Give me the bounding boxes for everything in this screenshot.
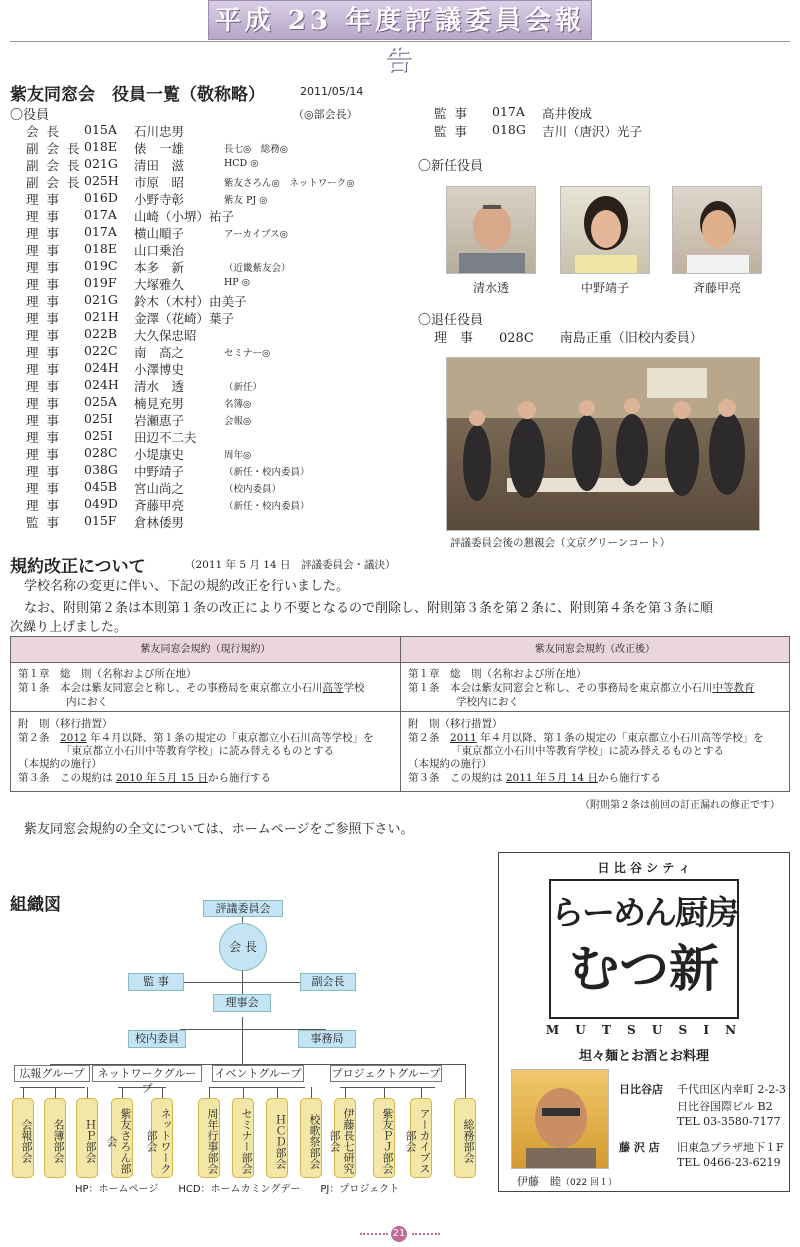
text: 伊藤 睦 [517,1175,561,1188]
officer-role: 理事 [26,396,68,411]
officer-note: （新任・校内委員） [224,501,310,512]
table-footnote: （附則第２条は前回の訂正漏れの修正です） [580,800,780,811]
old-enforcement: （本規約の施行） [18,758,102,770]
new-supplement: 附 則（移行措置） [408,718,503,730]
org-unit: 校歌祭部会 [300,1098,322,1178]
connector [277,1087,278,1098]
new-chapter: 第１章 総 則（名称および所在地） [408,668,587,680]
shop1-tel: TEL 03-3580-7177 [677,1115,781,1128]
old-article-1 [18,682,365,696]
officer-role: 副会長 [26,141,88,156]
connector [87,1087,88,1098]
officer-name: 小野寺彰 [134,192,185,207]
ad-logo [549,879,739,1019]
officer-role: 理事 [26,277,68,292]
officer-name: 横山順子 [134,226,185,241]
org-unit: 紫友さろん部会 [111,1098,133,1178]
rules-paragraph-2b: 次繰り上げました。 [10,620,128,635]
new-article-1-cont: 学校内におく [456,696,519,708]
old-chapter: 第１章 総 則（名称および所在地） [18,668,197,680]
officer-note: （新任・校内委員） [224,467,310,478]
officer-name: 金澤（花崎）葉子 [134,311,235,326]
school-committee-box: 校内委員 [128,1030,186,1048]
table-header-new: 紫友同窓会規約（改正後） [401,637,789,663]
auditor-code: 018G [492,122,526,137]
officer-role: 理事 [26,362,68,377]
officer-role: 理事 [26,311,68,326]
connector [122,1087,123,1098]
officer-code: 015A [84,122,117,137]
connector [421,1087,422,1098]
officer-note: 名簿◎ [224,399,252,410]
logo-line-2: むつ新 [569,939,719,998]
officer-role: 理事 [26,447,68,462]
text: 第３条 この規約は [408,772,506,784]
portrait-saito [672,186,762,274]
officer-note: （新任） [224,382,263,393]
changed-text: 2011 年５月 14 日 [505,772,598,784]
officer-role: 理事 [26,209,68,224]
officer-code: 022C [84,343,118,358]
new-member-name: 斉藤甲亮 [692,281,741,295]
changed-text: 2012 [60,732,87,744]
auditor-name: 吉川（唐沢）光子 [542,124,643,139]
officer-code: 019C [84,258,118,273]
officer-name: 楠見充男 [134,396,185,411]
officer-role: 理事 [26,294,68,309]
retired-officers-label: 〇退任役員 [418,313,484,328]
new-officers-label: 〇新任役員 [418,159,484,174]
homepage-note: 紫友同窓会規約の全文については、ホームページをご参照下さい。 [24,822,414,837]
officer-role: 会長 [26,124,68,139]
shop2-tel: TEL 0466-23-6219 [677,1156,781,1169]
text: 年４月以降、第１条の規定の「東京都立小石川高等学校」を [86,732,374,744]
officer-note: HP ◎ [224,277,250,288]
old-article-1-cont: 内におく [66,696,108,708]
officer-name: 倉林倭男 [134,515,185,530]
officer-name: 山崎（小堺）祐子 [134,209,235,224]
changed-text: 高等 [322,682,344,694]
officers-legend: （◎部会長） [293,108,358,121]
officer-code: 025H [84,173,119,188]
group-project: プロジェクトグループ [331,1067,441,1080]
officer-code: 021G [84,156,118,171]
table-row-divider [11,711,789,712]
officer-role: 理事 [26,430,68,445]
ad-romaji: M U T S U S I N [545,1023,743,1037]
officer-code: 024H [84,360,119,375]
officer-code: 021G [84,292,118,307]
org-unit: 会報部会 [12,1098,34,1178]
table-header-old: 紫友同窓会規約（現行規約） [11,637,400,663]
shop2-address: 旧東急プラザ地下１F [677,1141,784,1154]
officer-code: 024H [84,377,119,392]
party-photo [446,357,760,531]
advertisement [498,852,790,1192]
new-member-name: 清水透 [472,281,509,295]
officer-name: 清田 滋 [134,158,185,173]
auditor-box: 監 事 [128,973,184,991]
officer-code: 018E [84,241,117,256]
officer-role: 理事 [26,260,68,275]
org-unit: セミナー部会 [232,1098,254,1178]
officer-note: 周年◎ [224,450,252,461]
connector [345,1087,346,1098]
org-unit: アーカイブス部会 [410,1098,432,1178]
page-title: 平成 23 年度評議委員会報告 [208,0,592,40]
portrait-shimizu [446,186,536,274]
officer-name: 大久保忠昭 [134,328,197,343]
shop1-address: 千代田区内幸町 2-2-3 [677,1083,786,1096]
officer-note: 紫友さろん◎ ネットワーク◎ [224,178,355,189]
officer-role: 理事 [26,464,68,479]
officer-role: 理事 [26,481,68,496]
auditor-code: 017A [492,104,525,119]
rules-paragraph-1: 学校名称の変更に伴い、下記の規約改正を行いました。 [24,579,350,594]
officer-code: 038G [84,462,118,477]
retired-officer: 理 事 028C 南島正重（旧校内委員） [434,331,703,346]
org-unit: 伊藤長七研究部会 [334,1098,356,1178]
text: 第１条 本会は紫友同窓会と称し、その事務局を東京都立小石川 [408,682,713,694]
officer-code: 015F [84,513,117,528]
connector [23,1087,24,1098]
party-photo-caption: 評議委員会後の懇親会（文京グリーンコート） [450,537,671,549]
connector [311,1087,312,1098]
officer-code: 045B [84,479,118,494]
officer-code: 049D [84,496,118,511]
officer-name: 田辺不二夫 [134,430,197,445]
officer-name: 斉藤甲亮 [134,498,185,513]
officer-role: 理事 [26,498,68,513]
officer-role: 副会長 [26,158,88,173]
owner-name [517,1173,617,1189]
officer-name: 山口乗治 [134,243,185,258]
owner-photo [511,1069,609,1169]
officer-note: 長七◎ 総務◎ [224,144,289,155]
group-pr: 広報グループ [14,1065,90,1082]
text: 第２条 [18,732,60,744]
org-unit: 周年行事部会 [198,1098,220,1178]
connector [243,1087,244,1098]
text: から施行する [207,772,271,784]
officer-name: 鈴木（木村）由美子 [134,294,247,309]
text: 第２条 [408,732,450,744]
rules-comparison-table [10,636,790,792]
officer-note: アーカイブス◎ [224,229,288,240]
org-legend: HP：ホームページ HCD：ホームカミングデー PJ：プロジェクト [75,1184,400,1195]
connector [384,1087,385,1098]
officer-code: 018E [84,139,117,154]
new-member-name: 中野靖子 [580,281,629,295]
officer-name: 俵 一雄 [134,141,185,156]
rules-paragraph-2a: なお、附則第２条は本則第１条の改正により不要となるので削除し、附則第３条を第２条に、附則第４条を第３条に順 [24,601,714,616]
org-unit: 紫友ＰＪ部会 [373,1098,395,1178]
text: 第１条 本会は紫友同窓会と称し、その事務局を東京都立小石川 [18,682,323,694]
dots-left [360,1233,388,1235]
shop2-label: 藤 沢 店 [619,1141,660,1154]
org-unit: ネットワーク部会 [151,1098,173,1178]
connector [210,1087,305,1088]
officer-name: 岩瀬恵子 [134,413,185,428]
officer-role: 副会長 [26,175,88,190]
officer-code: 021H [84,309,119,324]
officers-date: 2011/05/14 [300,85,364,98]
new-enforcement: （本規約の施行） [408,758,492,770]
officer-name: 小堤康史 [134,447,185,462]
officer-role: 理事 [26,226,68,241]
officer-name: 本多 新 [134,260,185,275]
officer-role: 理事 [26,413,68,428]
old-supplement: 附 則（移行措置） [18,718,113,730]
officers-group-label: 〇役員 [10,108,50,123]
officer-role: 監事 [26,515,68,530]
officer-name: 中野靖子 [134,464,185,479]
officer-note: （校内委員） [224,484,282,495]
vice-president-box: 副会長 [300,973,356,991]
rules-subheading: （2011 年 5 月 14 日 評議委員会・議決） [185,559,396,571]
changed-text: 中等教育 [712,682,755,694]
old-article-2-cont: 「東京都立小石川中等教育学校」に読み替えるものとする [61,745,334,757]
text: （022 回Ｉ） [561,1178,618,1188]
page-number [360,1226,440,1242]
officer-code: 025I [84,411,113,426]
officer-role: 理事 [26,345,68,360]
new-article-1 [408,682,755,696]
officer-role: 理事 [26,379,68,394]
ad-tagline: 坦々麺とお酒とお料理 [578,1049,709,1064]
text: 年４月以降、第１条の規定の「東京都立小石川高等学校」を [476,732,764,744]
officers-heading: 紫友同窓会 役員一覧（敬称略） [10,85,265,105]
officer-name: 大塚雅久 [134,277,185,292]
officer-note: HCD ◎ [224,158,259,169]
auditor-role: 監事 [434,124,476,139]
group-network: ネットワークグループ [92,1065,202,1082]
org-chart [0,890,480,1200]
new-article-2-cont: 「東京都立小石川中等教育学校」に読み替えるものとする [451,745,724,757]
group-event: イベントグループ [212,1065,304,1082]
new-article-3 [408,772,661,786]
shop1-label: 日比谷店 [619,1083,663,1096]
officer-note: 紫友 PJ ◎ [224,195,268,206]
rules-heading: 規約改正について [10,557,146,577]
text: から施行する [597,772,661,784]
org-unit: 総務部会 [454,1098,476,1178]
council-box: 評議委員会 [203,900,283,917]
dots-right [412,1233,440,1235]
page-number-badge: 21 [391,1226,407,1242]
connector [180,982,315,983]
auditor-role: 監事 [434,106,476,121]
officer-code: 019F [84,275,117,290]
portrait-nakano [560,186,650,274]
officers-table [26,122,406,532]
old-article-2 [18,732,374,746]
officer-note: セミナー◎ [224,348,271,359]
org-unit: ＨＣＤ部会 [266,1098,288,1178]
connector [465,1087,466,1098]
ad-top-text: 日 比 谷 シ テ ィ [597,861,691,875]
officer-code: 017A [84,224,117,239]
officer-role: 理事 [26,328,68,343]
text: 第３条 この規約は [18,772,116,784]
connector [242,1017,243,1065]
officer-role: 理事 [26,243,68,258]
text: 学校 [343,682,365,694]
auditors-list [434,104,784,140]
connector [209,1087,210,1098]
connector [20,1087,85,1088]
connector [162,1087,163,1098]
chair-circle: 会 長 [219,923,267,971]
title-divider [10,41,790,42]
org-unit: 名簿部会 [44,1098,66,1178]
connector [55,1087,56,1098]
officer-code: 016D [84,190,118,205]
logo-line-1: らーめん厨房 [551,893,737,932]
officer-code: 022B [84,326,118,341]
org-unit: ＨＰ部会 [76,1098,98,1178]
shop1-building: 日比谷国際ビル B2 [677,1100,773,1113]
auditor-name: 高井俊成 [542,106,593,121]
officer-role: 理事 [26,192,68,207]
office-box: 事務局 [298,1030,356,1048]
officer-note: （近畿紫友会） [224,263,291,274]
officer-name: 清水 透 [134,379,185,394]
new-article-2 [408,732,764,746]
officer-code: 025I [84,428,113,443]
table-divider [400,637,401,791]
officer-name: 市原 昭 [134,175,185,190]
changed-text: 2010 年５月 15 日 [115,772,208,784]
officer-code: 017A [84,207,117,222]
board-box: 理事会 [213,994,271,1012]
changed-text: 2011 [450,732,477,744]
officer-name: 宮山尚之 [134,481,185,496]
officer-code: 028C [84,445,118,460]
officer-name: 南 高之 [134,345,185,360]
old-article-3 [18,772,271,786]
officer-note: 会報◎ [224,416,252,427]
officer-name: 石川忠男 [134,124,185,139]
officer-name: 小澤博史 [134,362,185,377]
officer-code: 025A [84,394,117,409]
org-chart-heading: 組織図 [10,895,61,915]
